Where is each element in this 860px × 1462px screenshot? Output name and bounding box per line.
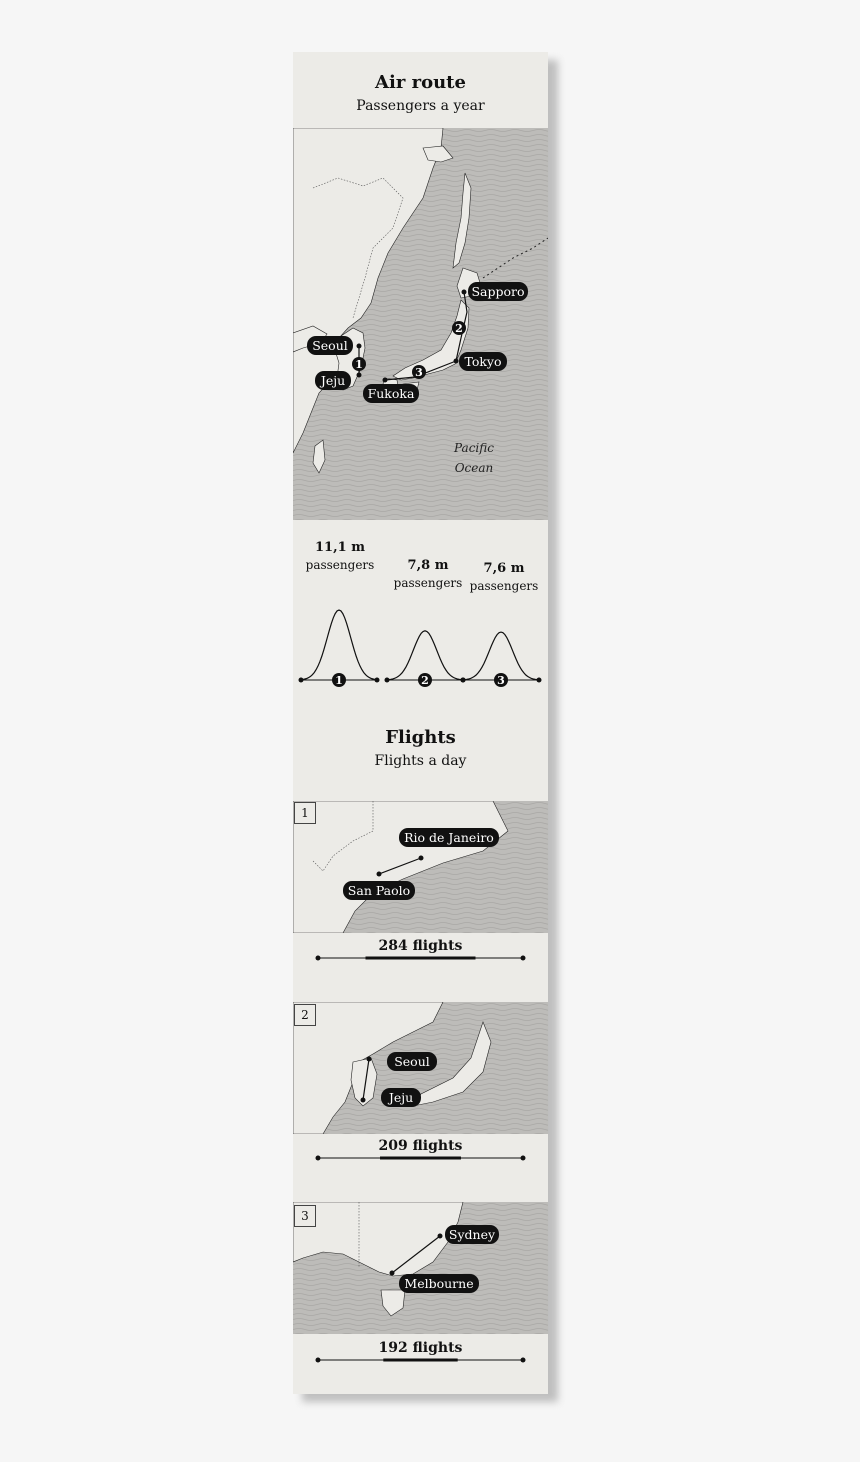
flights-axis-end xyxy=(316,1358,321,1363)
curve-badge-label-2: 2 xyxy=(421,674,429,687)
flight-map-2 xyxy=(293,1002,548,1134)
flights-axis-end xyxy=(521,956,526,961)
curve-end-dot xyxy=(461,678,466,683)
svg-text:Jeju: Jeju xyxy=(320,373,346,388)
city-dot-tokyo xyxy=(454,359,459,364)
flights-bar-1 xyxy=(293,952,548,964)
label-seoul xyxy=(307,336,353,355)
flights-axis-end xyxy=(521,1156,526,1161)
svg-text:1: 1 xyxy=(355,358,363,371)
flights-axis-end xyxy=(316,1156,321,1161)
svg-text:Sapporo: Sapporo xyxy=(471,284,525,299)
passenger-bell-curves xyxy=(293,572,548,692)
flights-count-3: 192 flights xyxy=(378,1340,463,1356)
route-number-box-3: 3 xyxy=(294,1205,316,1227)
bell-curve-3 xyxy=(463,632,539,680)
route-number-box-2: 2 xyxy=(294,1004,316,1026)
stat-unit-1: passengers xyxy=(305,558,375,572)
svg-text:Seoul: Seoul xyxy=(394,1054,430,1069)
bell-curve-1 xyxy=(301,610,377,680)
label-jeju-2 xyxy=(381,1088,421,1107)
infographic-panel xyxy=(293,52,548,1394)
air-route-map xyxy=(293,128,548,520)
label-jeju xyxy=(315,371,351,390)
label-san-paolo xyxy=(343,881,415,900)
flight-map-3 xyxy=(293,1202,548,1334)
label-tokyo xyxy=(459,352,507,371)
bell-curve-2 xyxy=(387,631,463,680)
stat-unit-2: passengers xyxy=(393,576,463,590)
curve-badge-label-3: 3 xyxy=(497,674,505,687)
route-badge-3 xyxy=(412,365,426,379)
flight-map-1 xyxy=(293,801,548,933)
ocean-label-line2: Ocean xyxy=(454,461,494,475)
stat-value-1: 11,1 m xyxy=(315,540,365,555)
svg-text:3: 3 xyxy=(415,366,423,379)
svg-text:2: 2 xyxy=(455,322,463,335)
flights-axis-end xyxy=(316,956,321,961)
svg-text:Jeju: Jeju xyxy=(388,1090,414,1105)
svg-text:San Paolo: San Paolo xyxy=(347,883,411,898)
svg-text:Seoul: Seoul xyxy=(312,338,348,353)
city-dot-fukoka xyxy=(383,378,388,383)
stat-value-3: 7,6 m xyxy=(483,561,525,576)
route-badge-2 xyxy=(452,321,466,335)
air-route-title: Air route xyxy=(375,72,466,93)
route-number-box-1: 1 xyxy=(294,802,316,824)
flights-count-2: 209 flights xyxy=(378,1138,463,1154)
label-fukoka xyxy=(363,384,419,403)
ocean-label-line1: Pacific xyxy=(454,441,494,455)
stat-value-2: 7,8 m xyxy=(407,558,449,573)
route-badge-1 xyxy=(352,357,366,371)
svg-text:Tokyo: Tokyo xyxy=(464,354,502,369)
air-route-subtitle: Passengers a year xyxy=(356,98,485,114)
city-dot-sapporo xyxy=(462,290,467,295)
flights-axis-end xyxy=(521,1358,526,1363)
flights-count-1: 284 flights xyxy=(378,938,463,954)
city-dot-jeju xyxy=(357,373,362,378)
curve-end-dot xyxy=(299,678,304,683)
label-sapporo xyxy=(468,282,528,301)
stat-unit-3: passengers xyxy=(469,579,539,593)
label-rio xyxy=(399,828,499,847)
flights-bar-3 xyxy=(293,1354,548,1366)
curve-end-dot xyxy=(537,678,542,683)
flights-title: Flights xyxy=(385,727,456,748)
svg-text:Sydney: Sydney xyxy=(448,1227,496,1242)
curve-end-dot xyxy=(375,678,380,683)
curve-end-dot xyxy=(385,678,390,683)
svg-text:Melbourne: Melbourne xyxy=(404,1276,474,1291)
svg-text:Rio de Janeiro: Rio de Janeiro xyxy=(404,830,494,845)
city-dot-seoul xyxy=(357,344,362,349)
curve-badge-label-1: 1 xyxy=(335,674,343,687)
label-seoul-2 xyxy=(387,1052,437,1071)
svg-text:Fukoka: Fukoka xyxy=(367,386,415,401)
label-sydney xyxy=(445,1225,499,1244)
label-melbourne xyxy=(399,1274,479,1293)
flights-bar-2 xyxy=(293,1152,548,1164)
flights-subtitle: Flights a day xyxy=(374,753,467,769)
